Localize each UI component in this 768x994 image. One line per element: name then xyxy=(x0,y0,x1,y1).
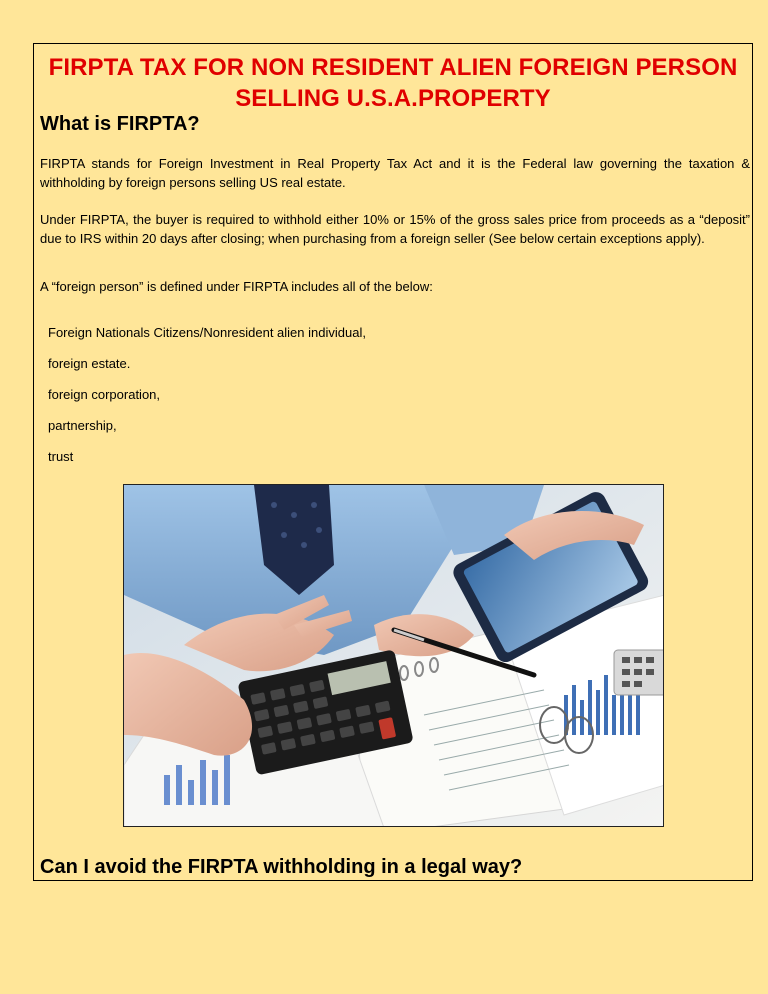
paragraph-foreign-person-intro: A “foreign person” is defined under FIRPTA includes all of the below: xyxy=(40,279,433,294)
stock-photo-calculator-tablet-paperwork xyxy=(123,484,664,827)
title-line-1: FIRPTA TAX FOR NON RESIDENT ALIEN FOREIGN PERSON xyxy=(48,54,738,81)
paragraph-withholding-rule: Under FIRPTA, the buyer is required to withhold either 10% or 15% of the gross sales price from proceeds as a “deposit” due to IRS within 20 days after closing; when purchasing from a foreign seller (See below certain exceptions apply). xyxy=(40,212,750,246)
page-title xyxy=(34,52,752,114)
title-line-2: SELLING U.S.A.PROPERTY xyxy=(235,85,551,112)
list-item: foreign corporation, xyxy=(48,387,161,402)
section-heading-what-is-firpta: What is FIRPTA? xyxy=(40,113,200,135)
list-item: partnership, xyxy=(48,418,117,433)
list-item: foreign estate. xyxy=(48,356,131,371)
list-item: trust xyxy=(48,449,74,464)
section-heading-avoid-withholding: Can I avoid the FIRPTA withholding in a legal way? xyxy=(40,856,523,878)
paragraph-firpta-definition: FIRPTA stands for Foreign Investment in Real Property Tax Act and it is the Federal law governing the taxation & withholding by foreign persons selling US real estate. xyxy=(40,156,750,190)
list-item: Foreign Nationals Citizens/Nonresident alien individual, xyxy=(48,325,366,340)
